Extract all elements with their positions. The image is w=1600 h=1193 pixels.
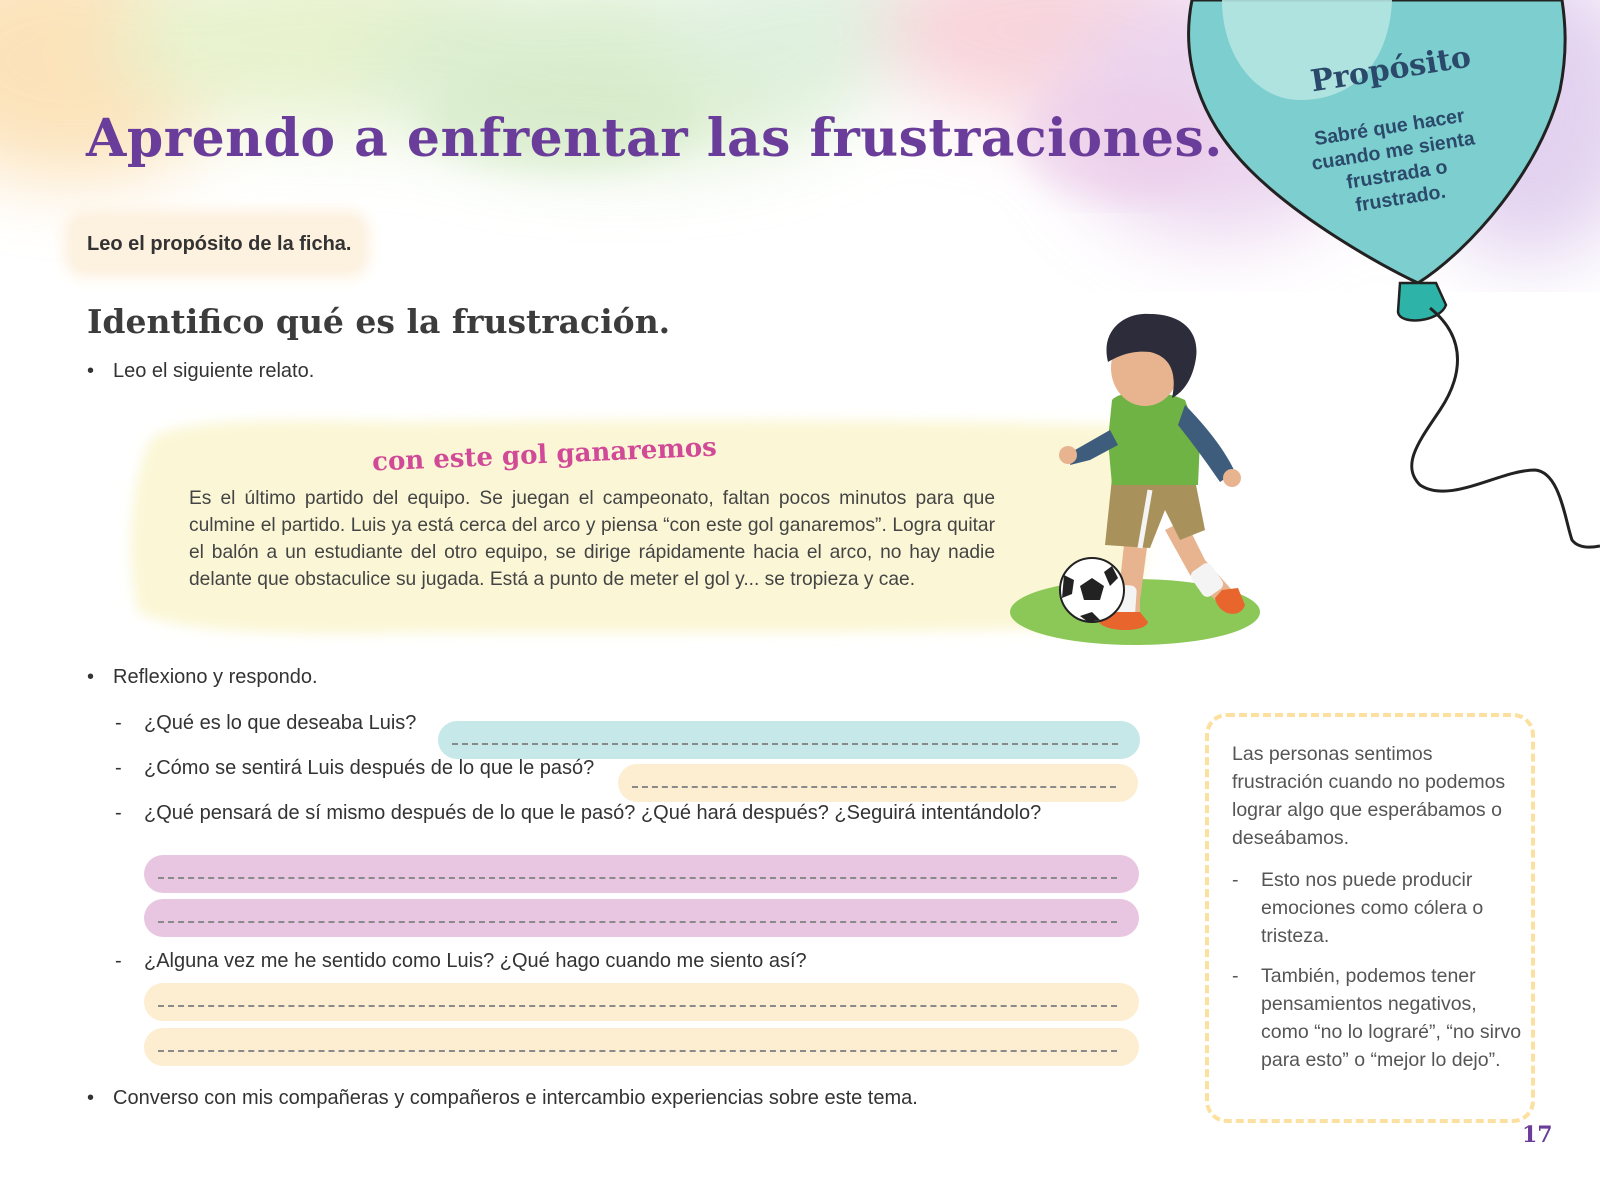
bullet-read-text: Leo el siguiente relato. — [113, 360, 315, 382]
story-title: con este gol ganaremos — [371, 432, 718, 478]
answer-field-3b[interactable] — [144, 899, 1139, 937]
question-4-text: ¿Alguna vez me he sentido como Luis? ¿Qué hago cuando me siento así? — [144, 950, 807, 972]
question-4: - ¿Alguna vez me he sentido como Luis? ¿Qué hago cuando me siento así? — [115, 950, 807, 972]
info-intro: Las personas sentimos frustración cuando no podemos lograr algo que esperábamos o deseábamos. — [1232, 743, 1506, 849]
page-number: 17 — [1522, 1122, 1553, 1148]
info-item-2: - También, podemos tener pensamientos negativos, como “no lo lograré”, “no sirvo para esto” o “mejor lo dejo”. — [1232, 962, 1522, 1074]
question-2: - ¿Cómo se sentirá Luis después de lo que le pasó? — [115, 757, 595, 779]
answer-field-4a[interactable] — [144, 983, 1139, 1021]
info-item-1-text: Esto nos puede producir emociones como cólera o tristeza. — [1261, 869, 1484, 947]
bullet-icon: • — [87, 666, 95, 688]
answer-field-2[interactable] — [618, 764, 1138, 802]
story-text: Es el último partido del equipo. Se juegan el campeonato, faltan pocos minutos para que culmine el partido. Luis ya está cerca del arco y piensa “con este gol ganaremos”. Logra quitar el balón a un estudiante del otro equipo, se dirige rápidamente hacia el arco, no hay nadie delante que obstaculice su jugada. Está a punto de meter el gol y... se tropieza y cae. — [189, 488, 995, 590]
bullet-icon: • — [87, 360, 95, 382]
question-1: - ¿Qué es lo que deseaba Luis? — [115, 712, 417, 734]
page-title: Aprendo a enfrentar las frustraciones. — [86, 108, 1223, 169]
bullet-final-text: Converso con mis compañeras y compañeros e intercambio experiencias sobre este tema. — [113, 1087, 918, 1109]
question-1-text: ¿Qué es lo que deseaba Luis? — [144, 712, 417, 734]
info-item-1: - Esto nos puede producir emociones como cólera o tristeza. — [1232, 866, 1522, 950]
purpose-text: Sabré que hacer cuando me sienta frustrada o frustrado. — [1310, 104, 1477, 217]
question-3-text: ¿Qué pensará de sí mismo después de lo que le pasó? ¿Qué hará después? ¿Seguirá intentándolo? — [144, 802, 1042, 824]
purpose-title: Propósito — [1308, 39, 1474, 100]
question-3: - ¿Qué pensará de sí mismo después de lo que le pasó? ¿Qué hará después? ¿Seguirá intentándolo? — [115, 802, 1042, 824]
instruction-text: Leo el propósito de la ficha. — [87, 233, 352, 255]
bullet-reflect-text: Reflexiono y respondo. — [113, 666, 318, 688]
question-2-text: ¿Cómo se sentirá Luis después de lo que le pasó? — [144, 757, 595, 779]
bullet-icon: • — [87, 1087, 95, 1109]
answer-field-4b[interactable] — [144, 1028, 1139, 1066]
answer-field-3a[interactable] — [144, 855, 1139, 893]
info-item-2-text: También, podemos tener pensamientos negativos, como “no lo lograré”, “no sirvo para esto” o “mejor lo dejo”. — [1261, 965, 1522, 1071]
bullet-final — [87, 1087, 918, 1110]
bullet-reflect — [87, 666, 318, 689]
answer-field-1[interactable] — [438, 721, 1140, 759]
section-title: Identifico qué es la frustración. — [87, 302, 671, 341]
